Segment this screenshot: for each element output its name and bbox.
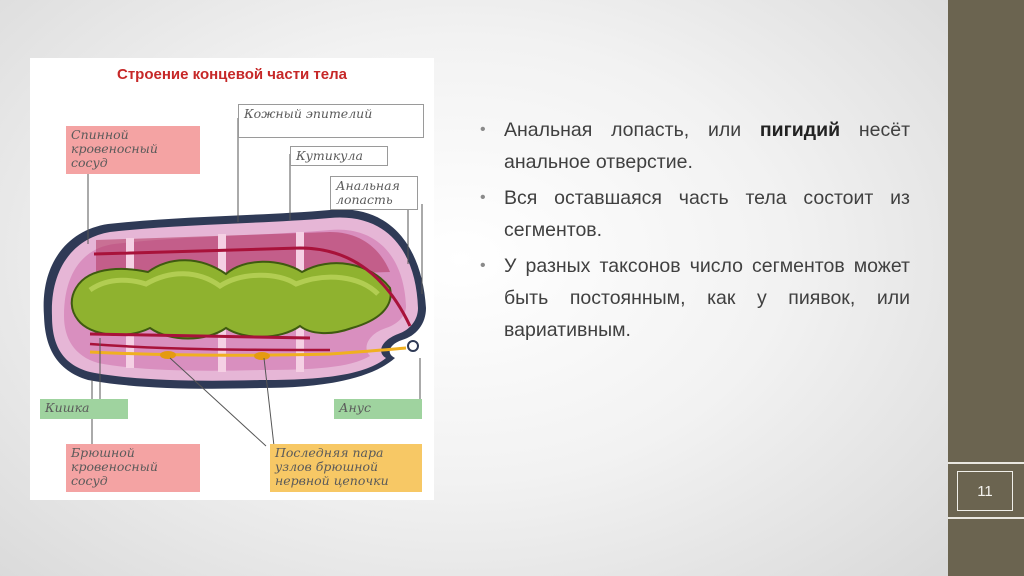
bullet-list bbox=[478, 114, 910, 350]
label-anus: Анус bbox=[334, 399, 422, 419]
divider bbox=[948, 517, 1024, 519]
bullet-item bbox=[478, 182, 910, 246]
label-cuticle: Кутикула bbox=[290, 146, 388, 166]
bullet-text: Вся оставшаяся часть тела состоит из сегментов. bbox=[504, 187, 910, 241]
label-intestine: Кишка bbox=[40, 399, 128, 419]
bullet-text: Анальная лопасть, или bbox=[504, 119, 760, 141]
label-ventral-vessel: Брюшной кровеносный сосуд bbox=[66, 444, 200, 492]
anatomy-figure bbox=[30, 58, 434, 500]
label-last-ganglia: Последняя пара узлов брюшной нервной цепочки bbox=[270, 444, 422, 492]
figure-title: Строение концевой части тела bbox=[117, 66, 347, 83]
bullet-bold-text: пигидий bbox=[759, 119, 841, 141]
label-anal-lobe: Анальная лопасть bbox=[330, 176, 418, 210]
bullet-dot-icon: • bbox=[480, 189, 486, 206]
bullet-dot-icon: • bbox=[480, 257, 486, 274]
label-skin-epithelium: Кожный эпителий bbox=[238, 104, 424, 138]
bullet-dot-icon: • bbox=[480, 121, 486, 138]
divider bbox=[948, 462, 1024, 464]
bullet-text: У разных таксонов число сегментов может быть постоянным, как у пиявок, или вариативным. bbox=[504, 255, 910, 341]
label-dorsal-vessel: Спинной кровеносный сосуд bbox=[66, 126, 200, 174]
page-number: 11 bbox=[957, 471, 1013, 511]
bullet-item bbox=[478, 250, 910, 346]
bullet-item bbox=[478, 114, 910, 178]
bullet-text: несёт анальное отверстие. bbox=[504, 119, 911, 173]
